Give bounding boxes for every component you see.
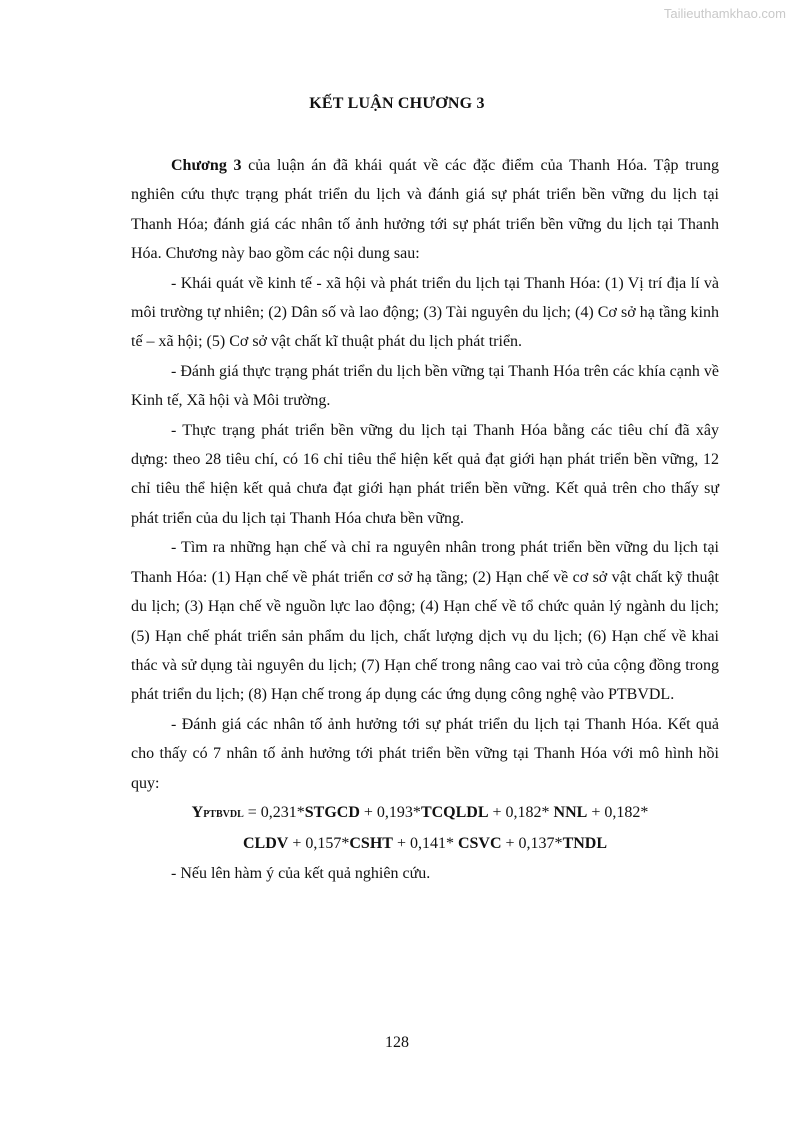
- formula-variable: TNDL: [562, 835, 608, 853]
- formula-coefficient: + 0,193*: [359, 803, 421, 821]
- formula-coefficient: + 0,182*: [488, 803, 554, 821]
- formula-y: Y: [191, 803, 204, 821]
- list-item: - Nếu lên hàm ý của kết quả nghiên cứu.: [171, 864, 431, 882]
- formula-variable: CSHT: [349, 835, 393, 853]
- list-item: - Đánh giá thực trạng phát triển du lịch bền vững tại Thanh Hóa trên các khía cạnh về Kinh tế, Xã hội và Môi trường.: [131, 362, 719, 410]
- intro-paragraph: [131, 151, 719, 269]
- watermark: Tailieuthamkhao.com: [663, 6, 786, 21]
- regression-formula-line-2: [131, 829, 719, 858]
- list-item: - Tìm ra những hạn chế và chỉ ra nguyên nhân trong phát triển bền vững du lịch tại Thanh Hóa: (1) Hạn chế về phát triển cơ sở hạ tầng; (2) Hạn chế về cơ sở vật chất kỹ thuật du lịch; (3) Hạn chế về nguồn lực lao động; (4) Hạn chế về tổ chức quản lý ngành du lịch; (5) Hạn chế phát triển sản phẩm du lịch, chất lượng dịch vụ du lịch; (6) Hạn chế về khai thác và sử dụng tài nguyên du lịch; (7) Hạn chế trong nâng cao vai trò của cộng đồng trong phát triển du lịch; (8) Hạn chế trong áp dụng các ứng dụng công nghệ vào PTBVDL.: [131, 539, 719, 704]
- formula-coefficient: + 0,157*: [288, 835, 350, 853]
- formula-variable: CSVC: [457, 835, 502, 853]
- formula-coefficient: = 0,231*: [243, 803, 305, 821]
- formula-coefficient: + 0,182*: [587, 803, 649, 821]
- page-title: KẾT LUẬN CHƯƠNG 3: [309, 95, 485, 112]
- formula-variable: TCQLDL: [420, 803, 489, 821]
- formula-line-2-parts: [243, 835, 607, 852]
- list-item: - Đánh giá các nhân tố ảnh hưởng tới sự phát triển du lịch tại Thanh Hóa. Kết quả cho thấy có 7 nhân tố ảnh hưởng tới phát triển bền vững tại Thanh Hóa với mô hình hồi quy:: [131, 715, 719, 792]
- list-item: - Khái quát về kinh tế - xã hội và phát triển du lịch tại Thanh Hóa: (1) Vị trí địa lí và môi trường tự nhiên; (2) Dân số và lao động; (3) Tài nguyên du lịch; (4) Cơ sở hạ tầng kinh tế – xã hội; (5) Cơ sở vật chất kĩ thuật phát du lịch phát triển.: [131, 274, 719, 351]
- intro-text: của luận án đã khái quát về các đặc điểm của Thanh Hóa. Tập trung nghiên cứu thực trạng phát triển du lịch và đánh giá sự phát triển bền vững du lịch tại Thanh Hóa; đánh giá các nhân tố ảnh hưởng tới sự phát triển bền vững du lịch tại Thanh Hóa. Chương này bao gồm các nội dung sau:: [131, 157, 720, 263]
- formula-coefficient: + 0,141*: [392, 835, 458, 853]
- list-item: - Thực trạng phát triển bền vững du lịch tại Thanh Hóa bằng các tiêu chí đã xây dựng: theo 28 tiêu chí, có 16 chỉ tiêu thể hiện kết quả đạt giới hạn phát triển bền vững, 12 chỉ tiêu thể hiện kết quả chưa đạt giới hạn phát triển bền vững. Kết quả trên cho thấy sự phát triển của du lịch tại Thanh Hóa chưa bền vững.: [131, 421, 719, 527]
- body-text: [131, 151, 719, 888]
- formula-line-1-parts: [244, 804, 649, 821]
- formula-variable: CLDV: [242, 835, 289, 853]
- chapter-label: Chương 3: [171, 157, 242, 174]
- formula-variable: NNL: [553, 803, 588, 821]
- page-number: 128: [385, 1034, 409, 1051]
- formula-coefficient: + 0,137*: [501, 835, 563, 853]
- regression-formula-line-1: [131, 798, 719, 829]
- formula-variable: STGCD: [304, 803, 360, 821]
- formula-y-subscript: PTBVDL: [203, 808, 244, 820]
